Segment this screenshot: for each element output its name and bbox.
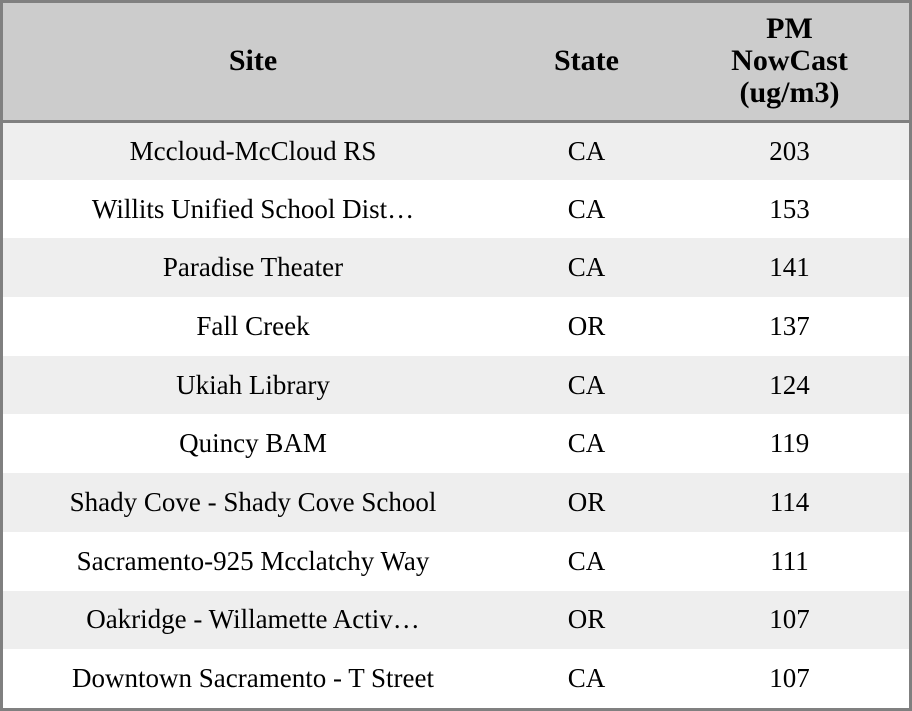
cell-site: Sacramento-925 Mcclatchy Way	[76, 545, 430, 576]
table-row	[3, 414, 909, 473]
cell-value: 107	[769, 663, 810, 694]
column-header-state	[503, 3, 670, 121]
cell-site: Oakridge - Willamette Activ…	[86, 604, 420, 635]
column-header-pm-nowcast-line2: NowCast	[731, 44, 848, 78]
cell-value: 111	[770, 545, 809, 576]
column-header-pm-nowcast-line1: PM	[766, 11, 813, 45]
cell-site: Paradise Theater	[162, 252, 344, 283]
cell-value: 203	[769, 135, 810, 166]
cell-state: CA	[567, 193, 606, 224]
cell-value: 137	[769, 310, 810, 341]
column-header-pm-nowcast	[670, 3, 909, 121]
cell-site: Mccloud-McCloud RS	[129, 135, 377, 166]
table-row	[3, 180, 909, 239]
table-row	[3, 591, 909, 650]
table-row	[3, 297, 909, 356]
table-row	[3, 356, 909, 415]
cell-state: CA	[567, 663, 606, 694]
cell-site: Downtown Sacramento - T Street	[72, 663, 434, 694]
table-row	[3, 238, 909, 297]
table-row	[3, 649, 909, 708]
air-quality-table	[3, 3, 909, 708]
header-row	[3, 3, 909, 121]
cell-site: Willits Unified School Dist…	[91, 193, 415, 224]
column-header-pm-nowcast-line3: (ug/m3)	[739, 76, 840, 110]
cell-state: OR	[567, 486, 606, 517]
cell-site: Ukiah Library	[176, 369, 330, 400]
column-header-state-label: State	[554, 44, 619, 78]
cell-site: Fall Creek	[196, 310, 310, 341]
table-body	[3, 121, 909, 708]
table-row	[3, 532, 909, 591]
cell-site: Shady Cove - Shady Cove School	[69, 486, 437, 517]
column-header-site-label: Site	[228, 44, 278, 78]
cell-value: 124	[769, 369, 810, 400]
cell-value: 114	[769, 486, 810, 517]
cell-state: CA	[567, 428, 606, 459]
table-row	[3, 121, 909, 180]
cell-value: 119	[769, 428, 810, 459]
cell-state: CA	[567, 369, 606, 400]
cell-value: 107	[769, 604, 810, 635]
cell-value: 141	[769, 252, 810, 283]
cell-site: Quincy BAM	[179, 428, 327, 459]
cell-state: CA	[567, 252, 606, 283]
cell-state: CA	[567, 135, 606, 166]
cell-value: 153	[769, 193, 810, 224]
cell-state: CA	[567, 545, 606, 576]
table-header	[3, 3, 909, 121]
cell-state: OR	[567, 604, 606, 635]
column-header-site	[3, 3, 503, 121]
table-row	[3, 473, 909, 532]
cell-state: OR	[567, 310, 606, 341]
